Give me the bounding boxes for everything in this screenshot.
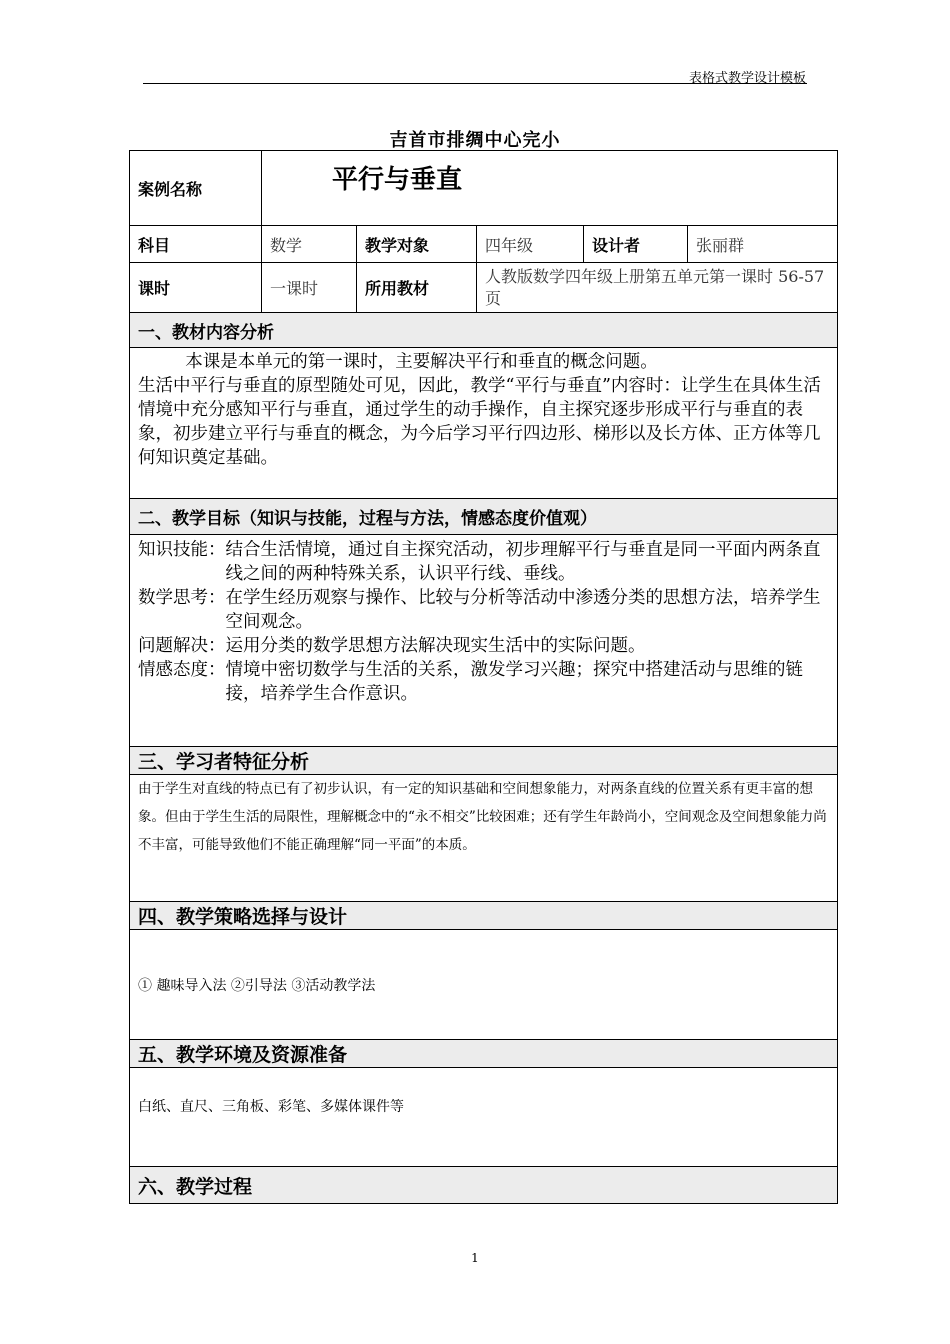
section-5-body bbox=[130, 1068, 838, 1167]
designer-label: 设计者 bbox=[584, 226, 688, 263]
section-4-title: 四、教学策略选择与设计 bbox=[130, 902, 838, 930]
goal-item bbox=[138, 658, 829, 706]
goal-label: 知识技能： bbox=[138, 540, 226, 560]
audience-label: 教学对象 bbox=[357, 226, 477, 263]
lesson-plan-table bbox=[129, 150, 838, 1204]
subject-row bbox=[130, 226, 838, 263]
header-divider bbox=[143, 83, 807, 84]
school-name: 吉首市排绸中心完小 bbox=[389, 130, 561, 151]
section-2-header bbox=[130, 499, 838, 535]
case-name-value: 平行与垂直 bbox=[262, 151, 838, 226]
section-4-header bbox=[130, 902, 838, 930]
section-2-body bbox=[130, 535, 838, 747]
goal-label: 情感态度： bbox=[138, 660, 226, 680]
subject-value: 数学 bbox=[262, 226, 357, 263]
goal-text: 情境中密切数学与生活的关系，激发学习兴趣；探究中搭建活动与思维的链接，培养学生合作意识。 bbox=[225, 660, 803, 704]
goal-item bbox=[138, 634, 829, 658]
case-name-label: 案例名称 bbox=[130, 151, 262, 226]
section-3-content: 由于学生对直线的特点已有了初步认识，有一定的知识基础和空间想象能力，对两条直线的位置关系有更丰富的想象。但由于学生生活的局限性，理解概念中的“永不相交”比较困难；还有学生年龄尚小，空间观念及空间想象能力尚不丰富，可能导致他们不能正确理解“同一平面”的本质。 bbox=[130, 775, 838, 902]
goal-label: 数学思考： bbox=[138, 588, 226, 608]
period-label: 课时 bbox=[130, 263, 262, 313]
period-row bbox=[130, 263, 838, 313]
textbook-label: 所用教材 bbox=[357, 263, 477, 313]
goal-text: 在学生经历观察与操作、比较与分析等活动中渗透分类的思想方法，培养学生空间观念。 bbox=[225, 588, 821, 632]
page-number: 1 bbox=[471, 1251, 479, 1265]
section-2-content bbox=[130, 535, 838, 747]
section-3-title: 三、学习者特征分析 bbox=[130, 747, 838, 775]
section-2-title: 二、教学目标（知识与技能，过程与方法，情感态度价值观） bbox=[130, 499, 838, 535]
section-5-header bbox=[130, 1040, 838, 1068]
section-1-header bbox=[130, 313, 838, 348]
period-value: 一课时 bbox=[262, 263, 357, 313]
goal-item bbox=[138, 538, 829, 586]
section-4-content: ① 趣味导入法 ②引导法 ③活动教学法 bbox=[130, 930, 838, 1040]
section-6-title: 六、教学过程 bbox=[130, 1167, 838, 1204]
section-1-title: 一、教材内容分析 bbox=[130, 313, 838, 348]
section-1-paragraph-2: 生活中平行与垂直的原型随处可见，因此，教学“平行与垂直”内容时：让学生在具体生活情境中充分感知平行与垂直，通过学生的动手操作，自主探究逐步形成平行与垂直的表象，初步建立平行与垂直的概念，为今后学习平行四边形、梯形以及长方体、正方体等几何知识奠定基础。 bbox=[138, 376, 821, 468]
goal-text: 运用分类的数学思想方法解决现实生活中的实际问题。 bbox=[225, 636, 646, 656]
section-3-header bbox=[130, 747, 838, 775]
section-5-title: 五、教学环境及资源准备 bbox=[130, 1040, 838, 1068]
subject-label: 科目 bbox=[130, 226, 262, 263]
goal-text: 结合生活情境，通过自主探究活动，初步理解平行与垂直是同一平面内两条直线之间的两种特殊关系，认识平行线、垂线。 bbox=[225, 540, 821, 584]
header-template-label: 表格式教学设计模板 bbox=[688, 71, 806, 86]
section-5-content: 白纸、直尺、三角板、彩笔、多媒体课件等 bbox=[130, 1068, 838, 1167]
goal-label: 问题解决： bbox=[138, 636, 226, 656]
section-4-body bbox=[130, 930, 838, 1040]
designer-value: 张丽群 bbox=[688, 226, 838, 263]
goal-item bbox=[138, 586, 829, 634]
section-1-body bbox=[130, 348, 838, 499]
textbook-value: 人教版数学四年级上册第五单元第一课时 56-57 页 bbox=[477, 263, 838, 313]
section-6-header bbox=[130, 1167, 838, 1204]
case-name-row bbox=[130, 151, 838, 226]
section-1-paragraph-1: 本课是本单元的第一课时，主要解决平行和垂直的概念问题。 bbox=[185, 352, 658, 372]
audience-value: 四年级 bbox=[477, 226, 584, 263]
section-1-content bbox=[130, 348, 838, 499]
section-3-body bbox=[130, 775, 838, 902]
